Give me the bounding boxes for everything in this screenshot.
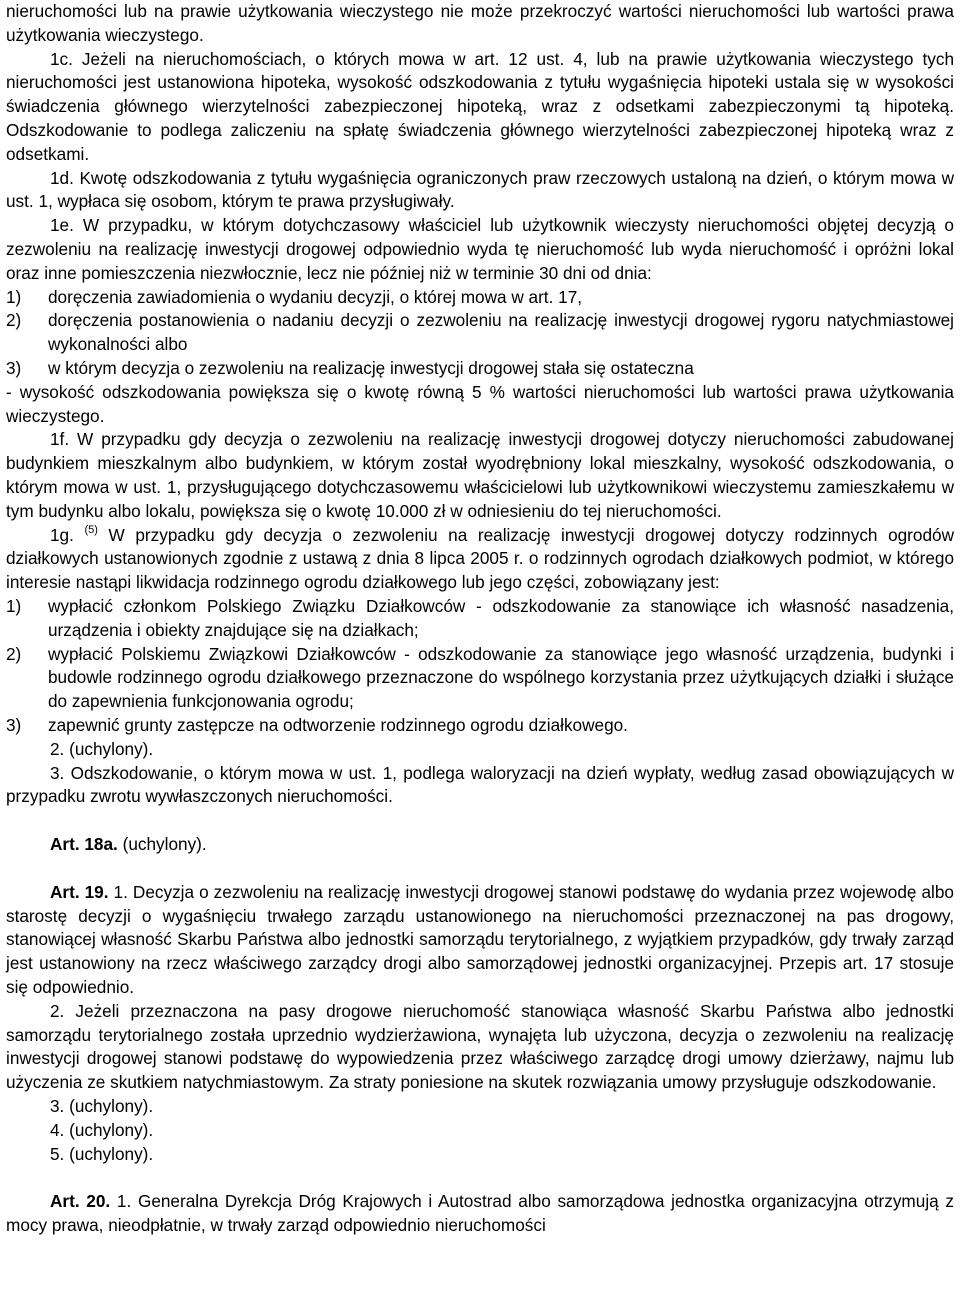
list-item (6, 595, 954, 643)
list-item-text: wypłacić Polskiemu Związkowi Działkowców - odszkodowanie za stanowiące jego własność urządzenia, budynki i budowle rodzinnego ogrodu działkowego przeznaczone do wspólnego korzystania przez użytkujących działki i służące do zapewnienia funkcjonowania ogrodu; (48, 643, 954, 712)
list-1g (6, 595, 954, 738)
footnote-marker: (5) (84, 523, 98, 536)
paragraph-1g (6, 524, 954, 595)
paragraph-1f: 1f. W przypadku gdy decyzja o zezwoleniu na realizację inwestycji drogowej dotyczy nieruchomości zabudowanej budynkiem mieszkalnym albo budynkiem, w którym został wyodrębniony lokal mieszkalny, wysokość odszkodowania, o którym mowa w ust. 1, przysługującego dotychczasowemu właścicielowi lub użytkownikowi wieczystemu zamieszkałemu w tym budynku albo lokalu, powiększa się o kwotę 10.000 zł w odniesieniu do tej nieruchomości. (6, 429, 954, 521)
article-19-label: Art. 19. (50, 881, 109, 902)
article-19-paragraph-4: 4. (uchylony). (50, 1119, 154, 1140)
article-18a-label: Art. 18a. (50, 834, 118, 855)
list-item-number: 3) (6, 714, 22, 735)
article-19-p1-text: 1. Decyzja o zezwoleniu na realizację inwestycji drogowej stanowi podstawę do wydania przez wojewodę albo starostę decyzji o wygaśnięciu trwałego zarządu ustanowionego na nieruchomości przeznaczonej na pas drogowy, stanowiącej własność Skarbu Państwa albo jednostki samorządu terytorialnego, z wyjątkiem przypadków, gdy trwały zarząd jest ustanowiony na rzecz właściwego zarządcy drogi albo samorządowej jednostki organizacyjnej. Przepis art. 17 stosuje się odpowiednio. (6, 881, 954, 998)
list-item-text: zapewnić grunty zastępcze na odtworzenie rodzinnego ogrodu działkowego. (48, 714, 628, 735)
article-19-paragraph-5: 5. (uchylony). (50, 1143, 154, 1164)
article-18a (6, 833, 954, 857)
list-1e (6, 286, 954, 381)
list-item-text: doręczenia zawiadomienia o wydaniu decyzji, o której mowa w art. 17, (48, 286, 583, 307)
article-18a-text: (uchylony). (117, 834, 207, 855)
article-20-label: Art. 20. (50, 1191, 111, 1212)
paragraph-1c: 1c. Jeżeli na nieruchomościach, o których mowa w art. 12 ust. 4, lub na prawie użytkowania wieczystego tych nieruchomości jest ustanowiona hipoteka, wysokość odszkodowania z tytułu wygaśnięcia hipoteki ustala się w wysokości świadczenia głównego wierzytelności zabezpieczonej hipoteką, wraz z odsetkami zabezpieczonymi tą hipoteką. Odszkodowanie to podlega zaliczeniu na spłatę świadczenia głównego wierzytelności zabezpieczonej hipoteką wraz z odsetkami. (6, 48, 954, 164)
paragraph-1g-label: 1g. (50, 524, 74, 545)
list-item (6, 357, 954, 381)
list-item-text: wypłacić członkom Polskiego Związku Działkowców - odszkodowanie za stanowiące ich własność nasadzenia, urządzenia i obiekty znajdujące się na działkach; (48, 595, 954, 640)
list-item (6, 286, 954, 310)
list-item-number: 3) (6, 357, 22, 378)
paragraph-2: 2. (uchylony). (50, 738, 154, 759)
list-item-text: doręczenia postanowienia o nadaniu decyzji o zezwoleniu na realizację inwestycji drogowej rygoru natychmiastowej wykonalności albo (48, 310, 954, 355)
article-20-p1-text: 1. Generalna Dyrekcja Dróg Krajowych i Autostrad albo samorządowa jednostka organizacyjna otrzymują z mocy prawa, nieodpłatnie, w trwały zarząd odpowiednio nieruchomości (6, 1191, 954, 1236)
list-item-number: 1) (6, 595, 22, 616)
paragraph-1g-text: W przypadku gdy decyzja o zezwoleniu na realizację inwestycji drogowej dotyczy rodzinnych ogrodów działkowych ustanowionych zgodnie z ustawą z dnia 8 lipca 2005 r. o rodzinnych ogrodach działkowych podmiot, w którego interesie nastąpi likwidacja rodzinnego ogrodu działkowego lub jego części, zobowiązany jest: (6, 524, 954, 593)
article-19-paragraph-1 (6, 881, 954, 1000)
paragraph-continuation: nieruchomości lub na prawie użytkowania wieczystego nie może przekroczyć wartości nieruchomości lub wartości prawa użytkowania wieczystego. (6, 1, 954, 45)
list-item-number: 2) (6, 643, 22, 664)
paragraph-1e-tail: - wysokość odszkodowania powiększa się o kwotę równą 5 % wartości nieruchomości lub wartości prawa użytkowania wieczystego. (6, 381, 954, 426)
list-item (6, 643, 954, 714)
paragraph-1e: 1e. W przypadku, w którym dotychczasowy właściciel lub użytkownik wieczysty nieruchomości objętej decyzją o zezwoleniu na realizację inwestycji drogowej odpowiednio wyda tę nieruchomość lub wyda nieruchomość i opróżni lokal oraz inne pomieszczenia niezwłocznie, lecz nie później niż w terminie 30 dni od dnia: (6, 215, 954, 283)
list-item-number: 1) (6, 286, 22, 307)
paragraph-1d: 1d. Kwotę odszkodowania z tytułu wygaśnięcia ograniczonych praw rzeczowych ustaloną na dzień, o którym mowa w ust. 1, wypłaca się osobom, którym te prawa przysługiwały. (6, 167, 954, 212)
paragraph-3: 3. Odszkodowanie, o którym mowa w ust. 1, podlega waloryzacji na dzień wypłaty, według zasad obowiązujących w przypadku zwrotu wywłaszczonych nieruchomości. (6, 762, 954, 807)
article-20-paragraph-1 (6, 1190, 954, 1238)
list-item-number: 2) (6, 310, 22, 331)
list-item-text: w którym decyzja o zezwoleniu na realizację inwestycji drogowej stała się ostateczna (48, 357, 694, 378)
list-item (6, 714, 954, 738)
list-item (6, 309, 954, 357)
article-19-paragraph-2: 2. Jeżeli przeznaczona na pasy drogowe nieruchomość stanowiąca własność Skarbu Państwa albo jednostki samorządu terytorialnego została uprzednio wydzierżawiona, wynajęta lub użyczona, decyzja o zezwoleniu na realizację inwestycji drogowej stanowi podstawę do wypowiedzenia przez właściwego zarządcę drogi umowy dzierżawy, najmu lub użyczenia ze skutkiem natychmiastowym. Za straty poniesione na skutek rozwiązania umowy przysługuje odszkodowanie. (6, 1000, 954, 1093)
article-19-paragraph-3: 3. (uchylony). (50, 1096, 154, 1117)
